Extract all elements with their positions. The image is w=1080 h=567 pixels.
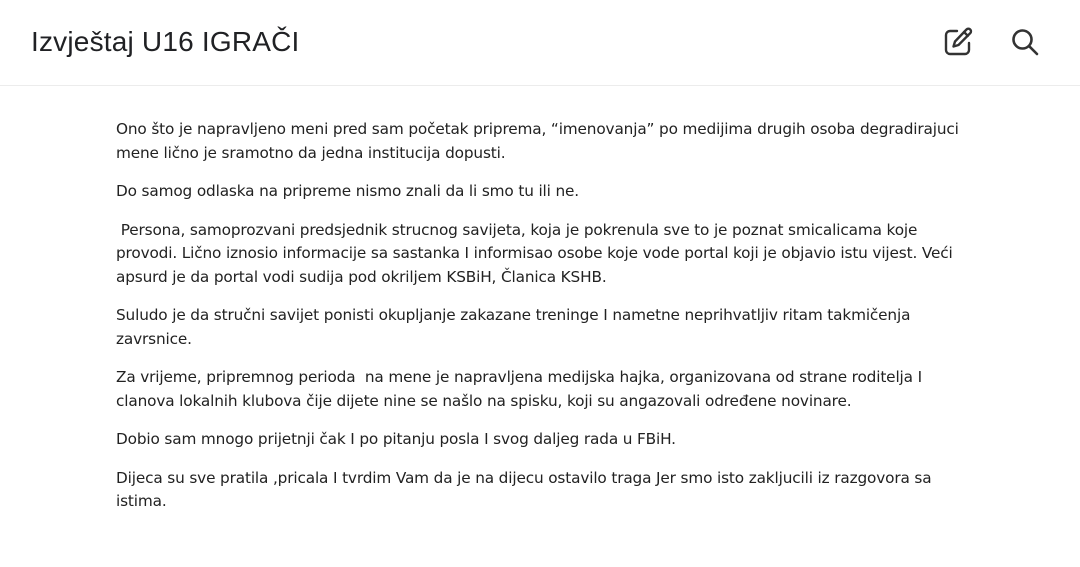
paragraph: Dijeca su sve pratila ,pricala I tvrdim Vam da je na dijecu ostavilo traga Jer smo isto zakljucili iz razgovora sa istima. xyxy=(116,468,937,510)
paragraph: Ono što je napravljeno meni pred sam početak priprema, “imenovanja” po medijima drugih osoba degradirajuci mene lično je sramotno da jedna institucija dopusti. xyxy=(116,120,964,162)
edit-button[interactable] xyxy=(940,24,976,60)
search-icon xyxy=(1009,26,1041,58)
search-button[interactable] xyxy=(1007,24,1043,60)
page-title: Izvještaj U16 IGRAČI xyxy=(31,26,300,57)
paragraph: Suludo je da stručni savijet ponisti okupljanje zakazane treninge I nametne neprihvatljiv ritam takmičenja zavrsnice. xyxy=(116,306,916,348)
paragraph: Dobio sam mnogo prijetnji čak I po pitanju posla I svog daljeg rada u FBiH. xyxy=(116,430,676,448)
document-body xyxy=(116,118,966,529)
paragraph: Za vrijeme, pripremnog perioda na mene je napravljena medijska hajka, organizovana od strane roditelja I clanova lokalnih klubova čije dijete nine se našlo na spisku, koji su angazovali određene novinare. xyxy=(116,368,927,410)
paragraph: Do samog odlaska na pripreme nismo znali da li smo tu ili ne. xyxy=(116,182,579,200)
edit-icon xyxy=(942,26,974,58)
app-header xyxy=(0,0,1080,86)
paragraph: Persona, samoprozvani predsjednik strucnog savijeta, koja je pokrenula sve to je poznat smicalicama koje provodi. Lično iznosio informacije sa sastanka I informisao osobe koje vode portal koji je objavio istu vijest. Veći apsurd je da portal vodi sudija pod okriljem KSBiH, Članica KSHB. xyxy=(116,220,958,286)
